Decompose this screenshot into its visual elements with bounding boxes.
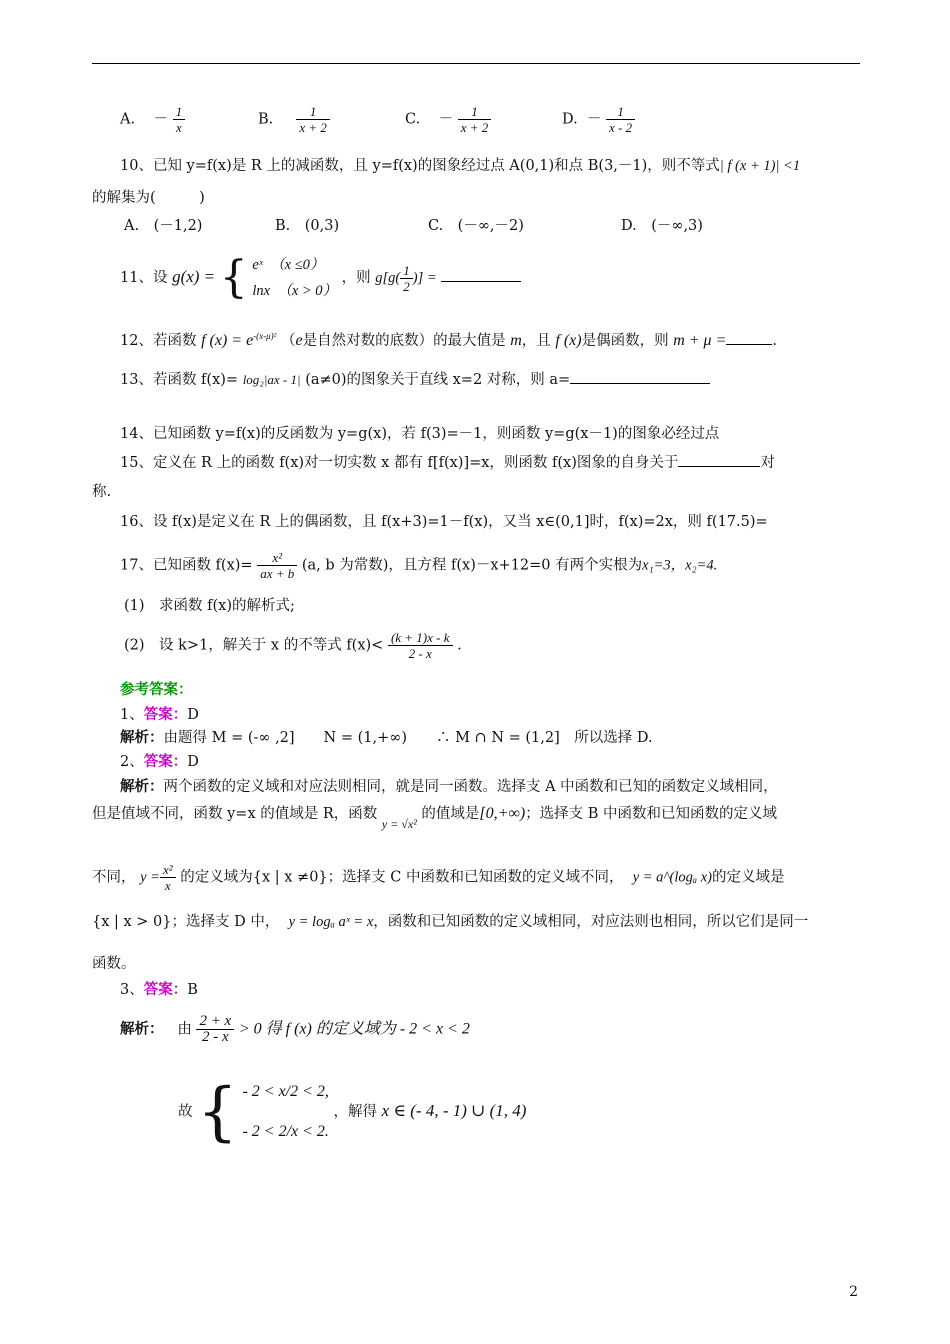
analysis-2-line2: 但是值域不同，函数 y=x 的值域是 R，函数 $_{y = √x^2}$ 的值域是[0,+∞)；选择支 B 中函数和已知函数的定义域 [92,805,778,831]
q17-part1: (1) 求函数 f(x)的解析式; [124,598,295,614]
q10-text2: 的解集为( ) [92,190,205,206]
q10-option-c: C. (－∞,－2) [428,218,524,234]
answer-3: 3、答案：B [120,981,198,998]
analysis-2-line1: 解析：两个函数的定义域和对应法则相同，就是同一函数。选择支 A 中函数和已知的函数定义域相同， [120,778,778,795]
q10-text: 10、已知 y=f(x)是 R 上的减函数，且 y=f(x)的图象经过点 A(0,1)和点 B(3,－1)，则不等式| f (x + 1)| <1 [120,158,801,174]
q9-option-a: A. － $\frac{1}{x}$ [120,104,185,135]
q17: 17、已知函数 f(x)= $\frac{\text{x²}}{ax + b}$ (a, b 为常数)，且方程 f(x)－x+12=0 有两个实根为x₁=3，x₂=4. [120,550,718,581]
q15: 15、定义在 R 上的函数 f(x)对一切实数 x 都有 f[f(x)]=x，则函数 f(x)图象的自身关于 对 [120,455,775,471]
answer-1: 1、答案：D [120,706,199,723]
answer-2: 2、答案：D [120,753,199,770]
analysis-2-line4: {x | x > 0}；选择支 D 中， y = logₐ aˣ = x，函数和已知函数的定义域相同，对应法则也相同，所以它们是同一 [92,914,809,930]
analysis-1: 解析：由题得 M = (-∞ ,2] N = (1,+∞) ∴ M ∩ N = (1,2] 所以选择 D. [120,729,653,746]
q17-part2: (2) 设 k>1，解关于 x 的不等式 f(x)< $\frac{(k + 1)x - k}{2 - x}$ . [124,630,462,661]
analysis-2-line3: 不同， y = $\frac{\text{x²}}{x}$ 的定义域为{x | x ≠0}；选择支 C 中函数和已知函数的定义域不同， y = a^(logₐ x)的定义域是 [92,862,785,893]
q10-option-b: B. (0,3) [275,218,340,234]
answers-heading: 参考答案： [120,681,193,698]
analysis-3-line1: 解析： 由 $\frac{2 + x}{2 - x}$ > 0 得 f (x) 的定义域为 - 2 < x < 2 [120,1013,470,1045]
q9-option-b: B. $\frac{1}{x + 2}$ [258,104,330,135]
q10-option-a: A. (－1,2) [124,218,203,234]
q12: 12、若函数 f $(x) = e^{-(x-\mu)^2}$ （e是自然对数的底数）的最大值是 m，且 f (x)是偶函数，则 m + μ = . [120,331,777,349]
header-rule [92,63,860,64]
q9-option-d: D. － $\frac{1}{x - 2}$ [562,104,635,135]
analysis-3-line2: 故 { - 2 < x/2 < 2, - 2 < 2/x < 2. ，解得 x ∈ (- 4, - 1) ∪ (1, 4) [178,1075,527,1149]
q16: 16、设 f(x)是定义在 R 上的偶函数，且 f(x+3)=1－f(x)，又当 x∈(0,1]时，f(x)=2x，则 f(17.5)= [120,514,768,530]
q15-text2: 称. [92,484,112,500]
q11: 11、设 g(x) = { eˣ （x ≤0） lnx （x > 0） ，则 g[g( $\frac{1}{2}$ )] = [120,252,521,304]
analysis-2-line5: 函数。 [92,956,136,972]
page-number: 2 [849,1284,858,1300]
q13: 13、若函数 f(x)= log₂|ax - 1| (a≠0)的图象关于直线 x=2 对称，则 a= [120,370,710,390]
q9-option-c: C. － $\frac{1}{x + 2}$ [405,104,491,135]
q14: 14、已知函数 y=f(x)的反函数为 y=g(x)，若 f(3)=－1，则函数 y=g(x－1)的图象必经过点 [120,426,720,442]
q10-option-d: D. (－∞,3) [621,218,703,234]
